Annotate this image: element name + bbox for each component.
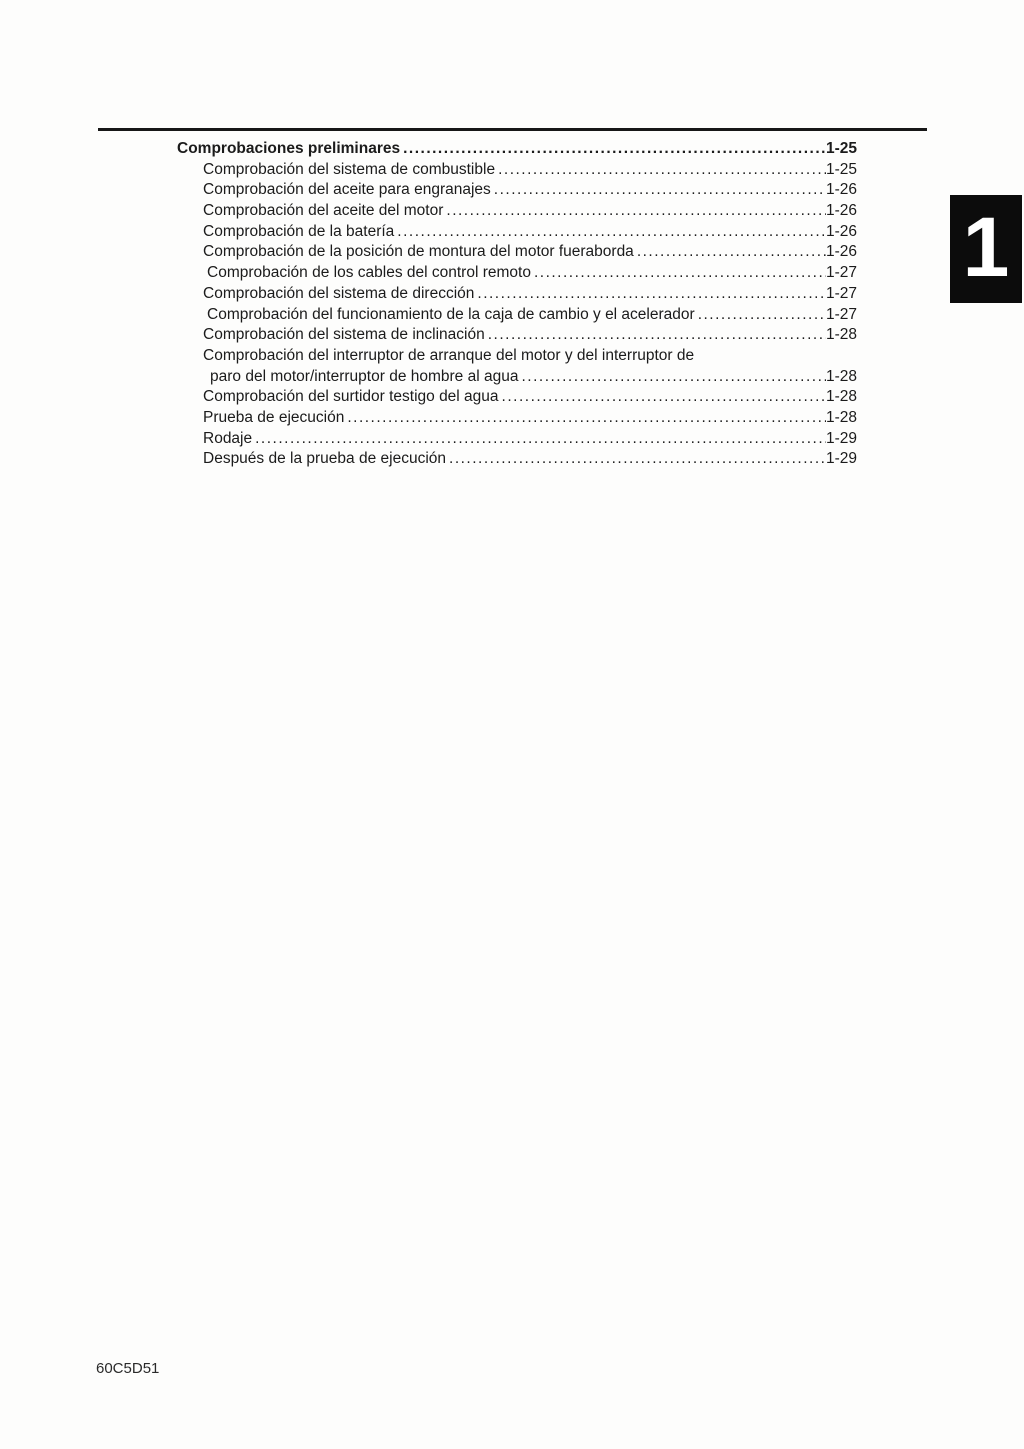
table-of-contents: [177, 139, 857, 470]
toc-entry-label: Comprobación de los cables del control remoto: [207, 264, 531, 282]
toc-page-number: 1-28: [825, 408, 857, 426]
toc-row: [177, 160, 857, 181]
toc-row: [177, 201, 857, 222]
toc-row: [177, 284, 857, 305]
toc-dot-leader: [252, 429, 826, 450]
toc-entry-label: Comprobaciones preliminares: [177, 140, 401, 157]
toc-dot-leader: [344, 408, 826, 429]
toc-entry-label: Comprobación de la posición de montura del motor fueraborda: [203, 243, 634, 261]
toc-page-number: 1-28: [825, 388, 857, 406]
toc-entry-label: Comprobación del surtidor testigo del agua: [203, 388, 499, 406]
toc-dot-leader: [531, 263, 826, 284]
toc-dot-leader: [400, 139, 826, 160]
toc-page-number: 1-27: [825, 305, 857, 323]
toc-row: [177, 429, 857, 450]
toc-dot-leader: [491, 180, 826, 201]
toc-entry-label: Comprobación de la batería: [203, 222, 395, 240]
toc-page-number: 1-28: [825, 326, 857, 344]
toc-dot-leader: [446, 449, 826, 470]
toc-row: [177, 387, 857, 408]
toc-row: [177, 367, 857, 388]
toc-page-number: 1-25: [825, 160, 857, 178]
toc-row: [177, 305, 857, 326]
toc-dot-leader: [634, 242, 826, 263]
top-rule: [98, 128, 927, 131]
toc-row: [177, 449, 857, 470]
toc-row: [177, 139, 857, 160]
toc-page-number: 1-25: [825, 140, 857, 157]
toc-page-number: 1-29: [825, 450, 857, 468]
toc-dot-leader: [495, 160, 826, 181]
toc-page-number: 1-27: [825, 264, 857, 282]
toc-entry-label: Comprobación del interruptor de arranque del motor y del interruptor de: [203, 346, 695, 364]
toc-entry-label: Comprobación del sistema de dirección: [203, 284, 475, 302]
toc-dot-leader: [695, 305, 826, 326]
toc-row: [177, 242, 857, 263]
toc-page-number: 1-26: [825, 222, 857, 240]
toc-page-number: 1-26: [825, 202, 857, 220]
toc-entry-label: Prueba de ejecución: [203, 408, 345, 426]
chapter-number: 1: [962, 200, 1010, 294]
chapter-tab: [950, 195, 1022, 303]
toc-row: [177, 222, 857, 243]
toc-entry-label: Después de la prueba de ejecución: [203, 450, 447, 468]
toc-page-number: 1-26: [825, 243, 857, 261]
toc-row: [177, 180, 857, 201]
toc-row: [177, 346, 857, 367]
document-code: 60C5D51: [96, 1360, 160, 1377]
toc-row: [177, 325, 857, 346]
toc-row: [177, 408, 857, 429]
toc-page-number: 1-28: [825, 367, 857, 385]
toc-row: [177, 263, 857, 284]
toc-page-number: 1-26: [825, 181, 857, 199]
toc-entry-label: paro del motor/interruptor de hombre al agua: [210, 367, 519, 385]
toc-dot-leader: [499, 387, 826, 408]
toc-page-number: 1-29: [825, 429, 857, 447]
toc-entry-label: Comprobación del funcionamiento de la caja de cambio y el acelerador: [207, 305, 695, 323]
toc-dot-leader: [518, 367, 826, 388]
toc-dot-leader: [485, 325, 826, 346]
toc-entry-label: Comprobación del sistema de combustible: [203, 160, 496, 178]
toc-dot-leader: [474, 284, 826, 305]
toc-entry-label: Comprobación del aceite para engranajes: [203, 181, 491, 199]
toc-dot-leader: [443, 201, 826, 222]
toc-dot-leader: [394, 222, 826, 243]
toc-page-number: 1-27: [825, 284, 857, 302]
toc-entry-label: Rodaje: [203, 429, 253, 447]
toc-entry-label: Comprobación del aceite del motor: [203, 202, 444, 220]
toc-entry-label: Comprobación del sistema de inclinación: [203, 326, 485, 344]
